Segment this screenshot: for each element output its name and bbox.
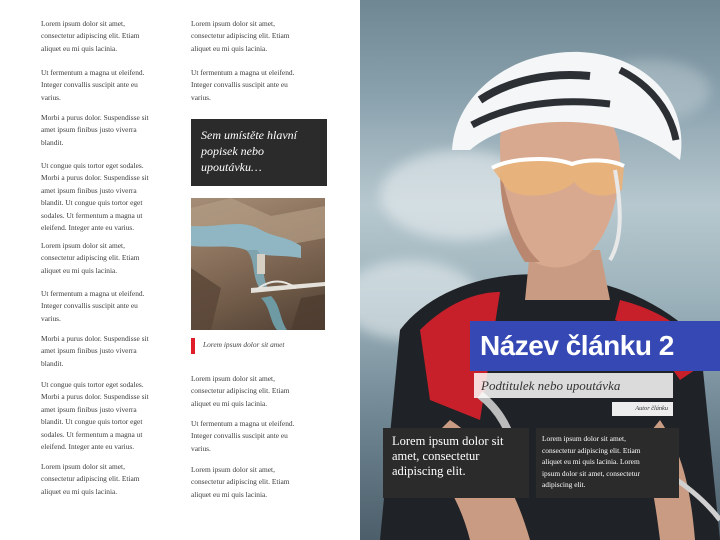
col1-paragraph-5: Lorem ipsum dolor sit amet, consectetur adipiscing elit. Etiam aliquet eu mi quis lacinia.	[41, 241, 140, 275]
pull-quote: Sem umístěte hlavní popisek nebo upoutávku…	[191, 119, 327, 186]
col1-paragraph-6: Ut fermentum a magna ut eleifend. Integer convallis suscipit ante eu varius.	[41, 289, 145, 323]
col1-paragraph-8: Ut congue quis tortor eget sodales. Morbi a purus dolor. Suspendisse sit amet ipsum finibus justo viverra blandit. Ut congue quis tortor eget sodales. Ut fermentum a magna ut eleifend. Integer ante eu varius.	[41, 380, 149, 452]
caption-accent-bar	[191, 338, 195, 354]
col1-paragraph-2: Ut fermentum a magna ut eleifend. Integer convallis suscipit ante eu varius.	[41, 68, 145, 102]
col2-paragraph-5: Lorem ipsum dolor sit amet, consectetur adipiscing elit. Etiam aliquet eu mi quis lacinia.	[191, 465, 290, 499]
col2-paragraph-3: Lorem ipsum dolor sit amet, consectetur adipiscing elit. Etiam aliquet eu mi quis lacinia.	[191, 374, 290, 408]
col2-paragraph-2: Ut fermentum a magna ut eleifend. Integer convallis suscipit ante eu varius.	[191, 68, 295, 102]
article-title: Název článku 2	[480, 330, 674, 361]
col1-paragraph-7: Morbi a purus dolor. Suspendisse sit amet ipsum finibus justo viverra blandit.	[41, 334, 149, 368]
side-text: Lorem ipsum dolor sit amet, consectetur adipiscing elit. Etiam aliquet eu mi quis lacinia. Lorem ipsum dolor sit amet, consectetur adipiscing elit.	[542, 434, 641, 489]
col2-paragraph-1: Lorem ipsum dolor sit amet, consectetur adipiscing elit. Etiam aliquet eu mi quis lacinia.	[191, 19, 290, 53]
col1-paragraph-9: Lorem ipsum dolor sit amet, consectetur adipiscing elit. Etiam aliquet eu mi quis lacinia.	[41, 462, 140, 496]
image-caption: Lorem ipsum dolor sit amet	[203, 340, 285, 349]
dam-photo	[191, 198, 325, 330]
col2-paragraph-4: Ut fermentum a magna ut eleifend. Integer convallis suscipit ante eu varius.	[191, 419, 295, 453]
side-text-box	[536, 428, 679, 498]
col1-paragraph-4: Ut congue quis tortor eget sodales. Morbi a purus dolor. Suspendisse sit amet ipsum finibus justo viverra blandit. Ut congue quis tortor eget sodales. Ut fermentum a magna ut eleifend. Integer ante eu varius.	[41, 161, 149, 233]
article-subtitle: Podtitulek nebo upoutávka	[474, 373, 673, 398]
article-title-box	[470, 321, 720, 371]
col1-paragraph-3: Morbi a purus dolor. Suspendisse sit amet ipsum finibus justo viverra blandit.	[41, 113, 149, 147]
col1-paragraph-1: Lorem ipsum dolor sit amet, consectetur adipiscing elit. Etiam aliquet eu mi quis lacinia.	[41, 19, 140, 53]
article-author: Autor článku	[612, 402, 673, 416]
highlight-box: Lorem ipsum dolor sit amet, consectetur adipiscing elit.	[383, 428, 529, 498]
